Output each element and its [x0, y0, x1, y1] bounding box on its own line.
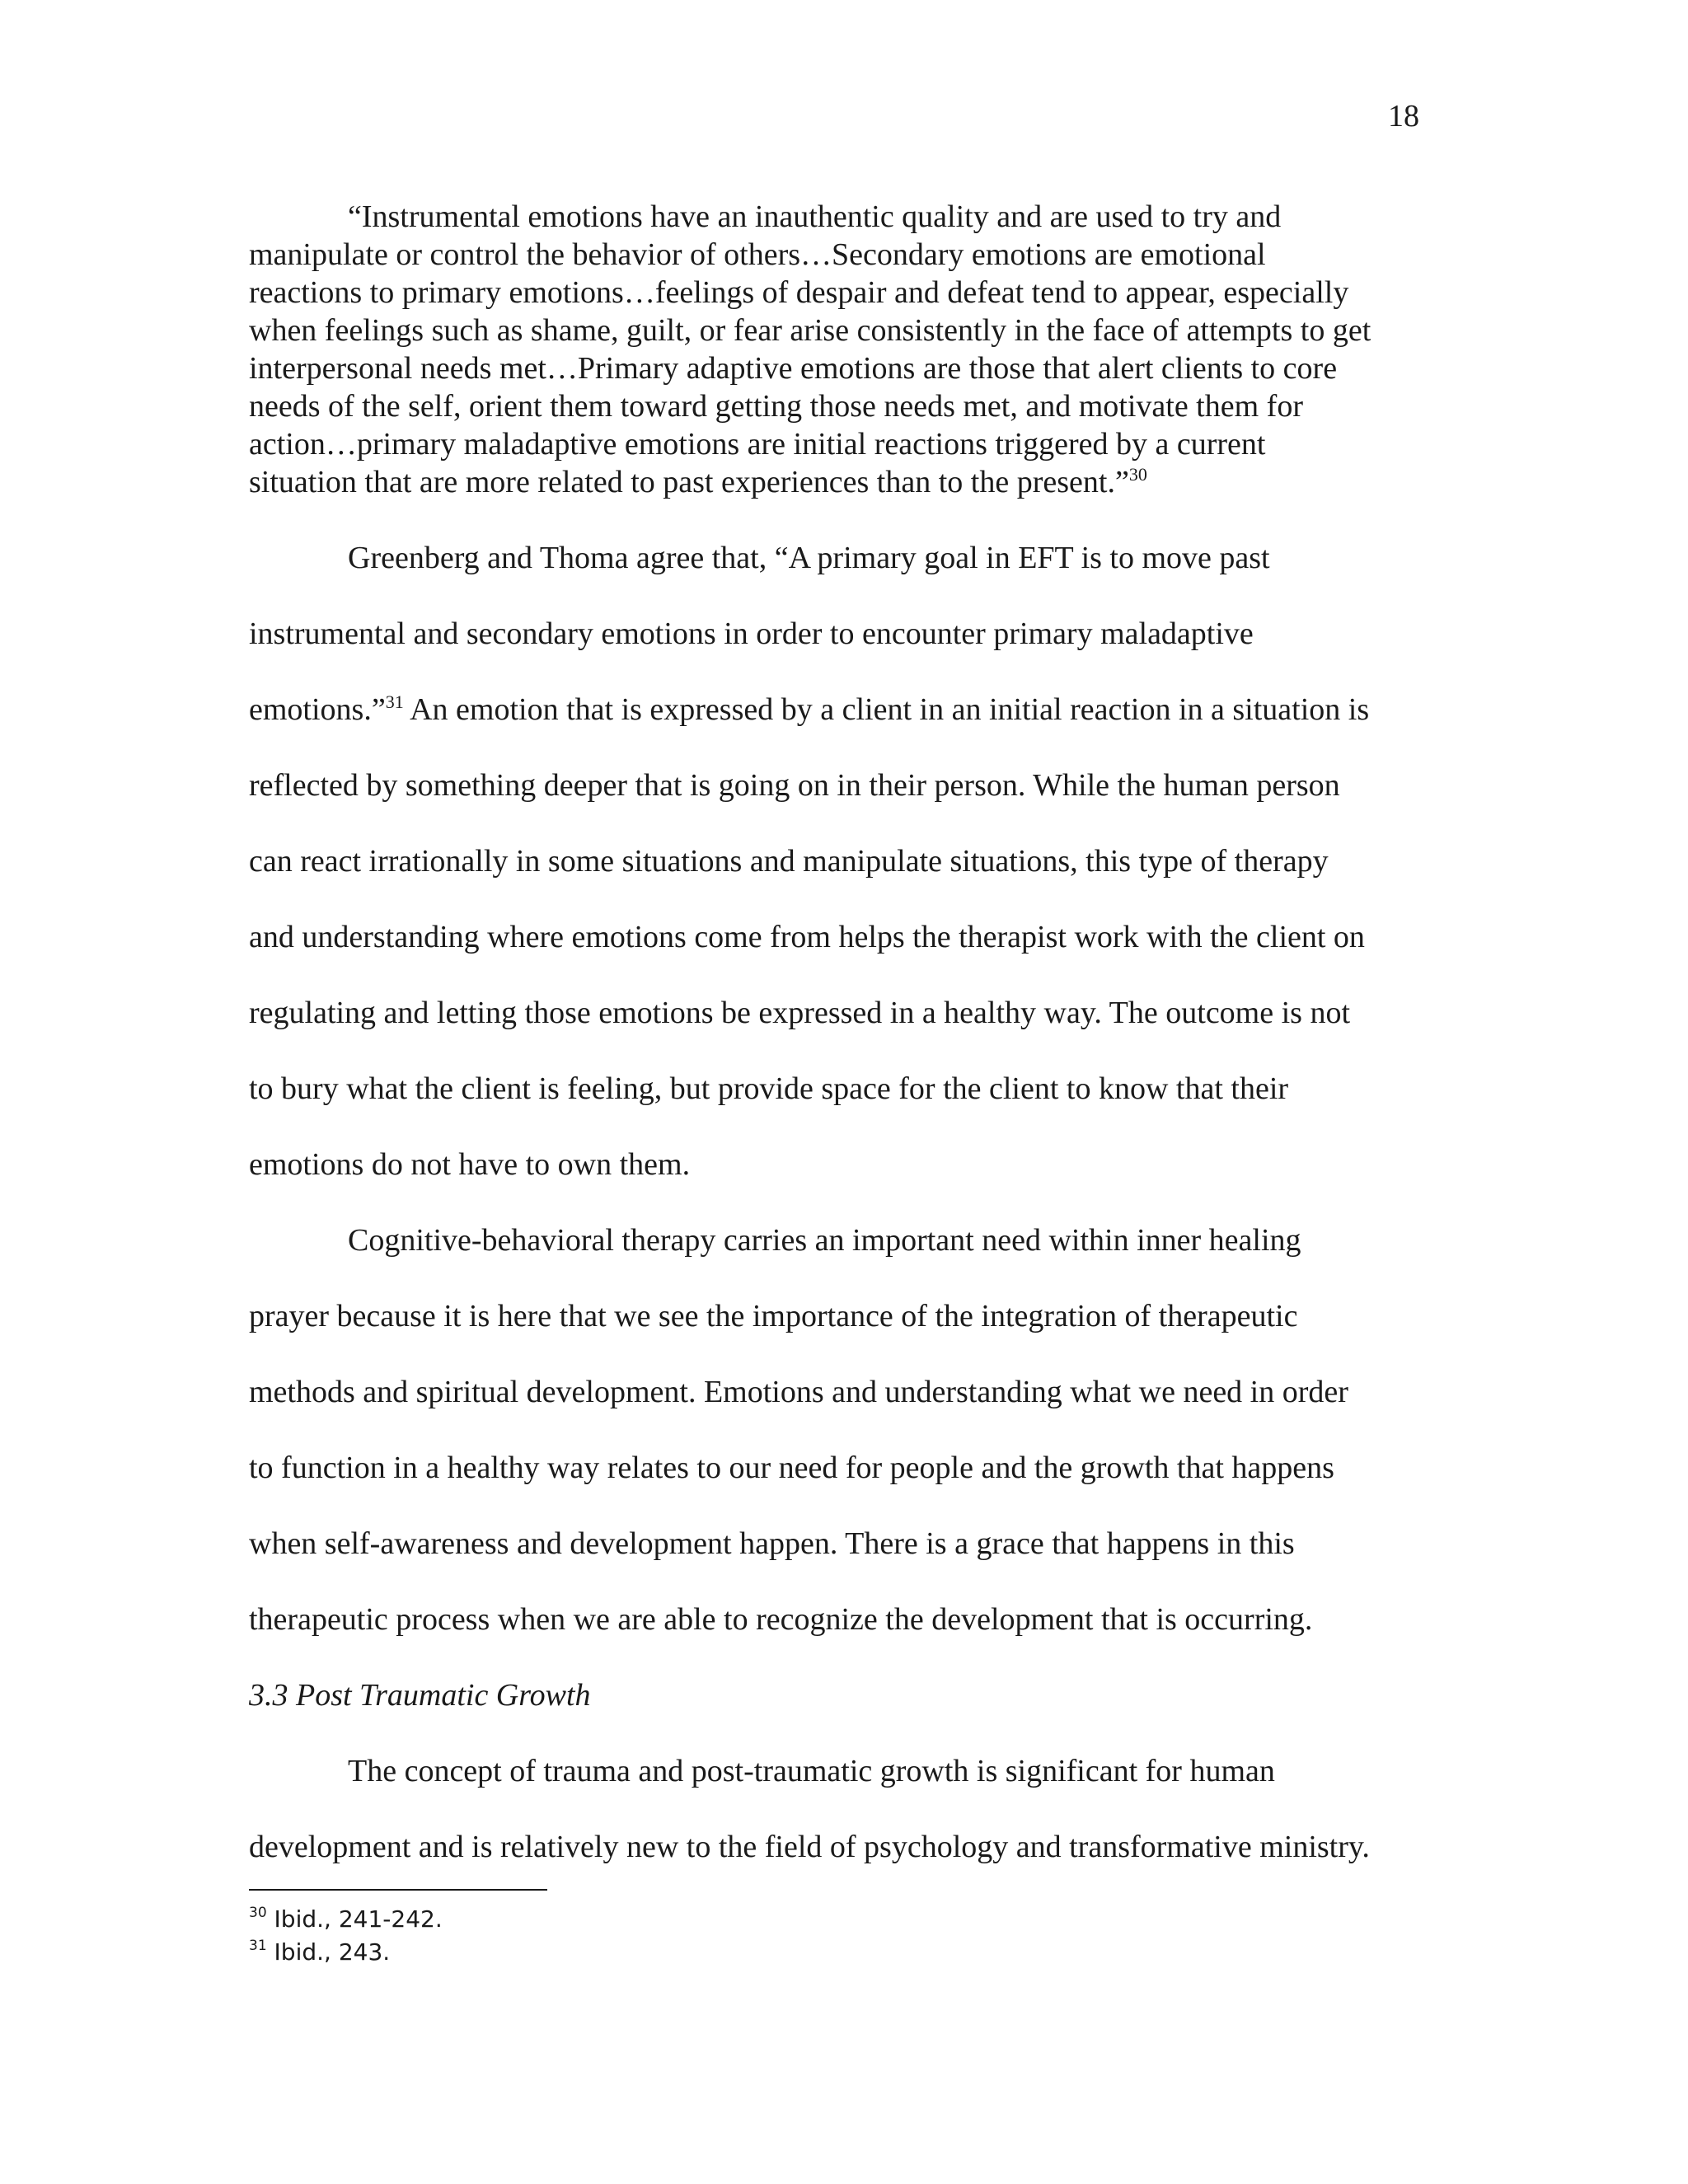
footnote-ref-30: 30: [1128, 464, 1147, 485]
footnote-number: 30: [249, 1905, 267, 1921]
quote-line: manipulate or control the behavior of others…Secondary emotions are emotional: [249, 237, 1266, 272]
footnote-ref-31: 31: [385, 691, 404, 712]
body-line: can react irrationally in some situations and manipulate situations, this type of therapy: [249, 844, 1329, 879]
body-line: and understanding where emotions come from helps the therapist work with the client on: [249, 920, 1365, 954]
body-line: therapeutic process when we are able to recognize the development that is occurring.: [249, 1602, 1313, 1637]
body-line: prayer because it is here that we see the importance of the integration of therapeutic: [249, 1299, 1298, 1333]
body-line: regulating and letting those emotions be expressed in a healthy way. The outcome is not: [249, 996, 1351, 1030]
quote-line: when feelings such as shame, guilt, or fear arise consistently in the face of attempts to get: [249, 313, 1372, 348]
body-line: to bury what the client is feeling, but provide space for the client to know that their: [249, 1071, 1289, 1106]
footnote-separator: [249, 1889, 547, 1891]
quote-line: reactions to primary emotions…feelings of despair and defeat tend to appear, especially: [249, 275, 1349, 310]
body-text: emotions.”: [249, 692, 386, 727]
body-line: instrumental and secondary emotions in order to encounter primary maladaptive: [249, 616, 1254, 651]
body-line: emotions do not have to own them.: [249, 1147, 691, 1182]
footnote-number: 31: [249, 1938, 267, 1954]
footnote-text: Ibid., 241-242.: [266, 1905, 443, 1933]
quote-line: “Instrumental emotions have an inauthentic quality and are used to try and: [348, 199, 1282, 234]
body-line: Greenberg and Thoma agree that, “A primary goal in EFT is to move past: [348, 541, 1270, 575]
quote-line: [249, 463, 1147, 501]
quote-line: needs of the self, orient them toward getting those needs met, and motivate them for: [249, 389, 1303, 424]
body-line: reflected by something deeper that is going on in their person. While the human person: [249, 768, 1340, 803]
quote-line: interpersonal needs met…Primary adaptive emotions are those that alert clients to core: [249, 351, 1338, 386]
body-line: The concept of trauma and post-traumatic growth is significant for human: [348, 1754, 1275, 1788]
footnote-text: Ibid., 243.: [266, 1938, 391, 1966]
body-line: to function in a healthy way relates to our need for people and the growth that happens: [249, 1451, 1334, 1485]
section-heading: 3.3 Post Traumatic Growth: [249, 1678, 591, 1713]
body-text: An emotion that is expressed by a client in an initial reaction in a situation is: [403, 692, 1370, 727]
body-line: development and is relatively new to the field of psychology and transformative ministry.: [249, 1830, 1370, 1864]
body-line: when self-awareness and development happen. There is a grace that happens in this: [249, 1526, 1295, 1561]
quote-line: action…primary maladaptive emotions are initial reactions triggered by a current: [249, 427, 1266, 462]
footnote-30: [249, 1905, 443, 1933]
quote-text: situation that are more related to past experiences than to the present.”: [249, 465, 1129, 499]
page-number: 18: [1388, 99, 1419, 134]
body-line: methods and spiritual development. Emotions and understanding what we need in order: [249, 1375, 1348, 1409]
body-line: [249, 691, 1369, 729]
body-line: Cognitive-behavioral therapy carries an important need within inner healing: [348, 1223, 1301, 1258]
footnote-31: [249, 1938, 390, 1966]
